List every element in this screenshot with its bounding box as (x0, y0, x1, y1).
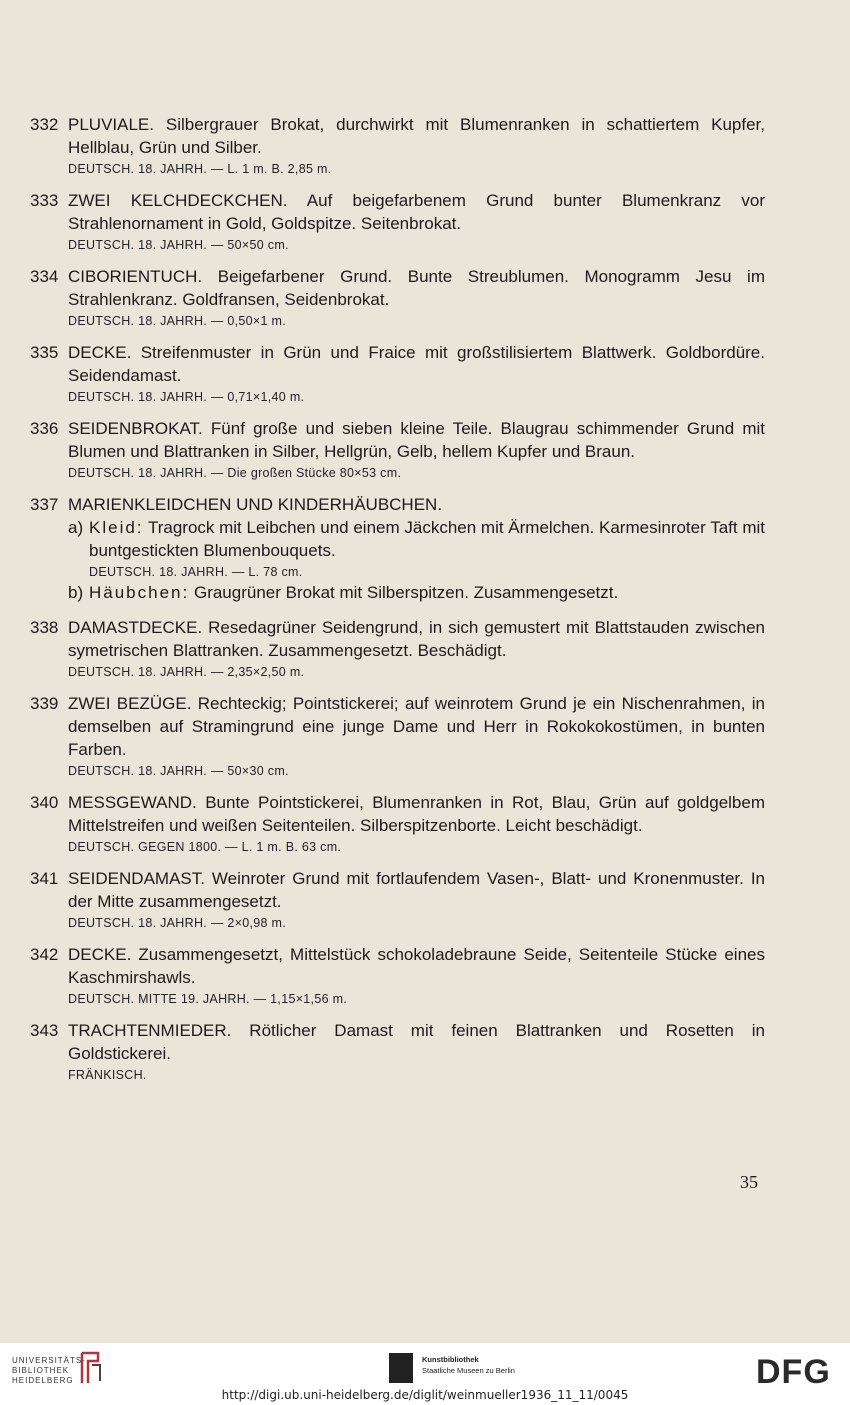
catalog-entry (30, 417, 765, 481)
entry-number: 343 (30, 1021, 59, 1040)
page-number: 35 (740, 1172, 758, 1192)
entry-title: MARIENKLEIDCHEN UND KINDERHÄUBCHEN. (68, 495, 443, 514)
entry-origin: DEUTSCH. GEGEN 1800. — L. 1 m. B. 63 cm. (68, 840, 342, 854)
sub-entry-text: Graugrüner Brokat mit Silberspitzen. Zusammengesetzt. (193, 583, 619, 602)
entry-number: 337 (30, 495, 59, 514)
entry-number: 339 (30, 694, 59, 713)
entry-origin: DEUTSCH. 18. JAHRH. — 2,35×2,50 m. (68, 665, 305, 679)
entry-number: 342 (30, 945, 59, 964)
entry-text: SEIDENBROKAT. Fünf große und sieben kleine Teile. Blaugrau schimmender Grund mit Blumen und Blattranken in Silber, Hellgrün, Gelb, hellem Kupfer und Braun. (68, 419, 765, 461)
entry-text: ZWEI BEZÜGE. Rechteckig; Pointstickerei; auf weinrotem Grund je ein Nischenrahmen, in demselben auf Stramingrund eine junge Dame und Herr in Rokokokostümen, in bunten Farben. (68, 694, 765, 759)
kunstbibliothek-label: Kunstbibliothek Staatliche Museen zu Berlin (422, 1355, 515, 1375)
entry-origin: DEUTSCH. 18. JAHRH. — 0,50×1 m. (68, 314, 287, 328)
sub-entry-label: a) (68, 518, 84, 537)
entry-number: 340 (30, 793, 59, 812)
entry-number: 333 (30, 191, 59, 210)
entry-number: 334 (30, 267, 59, 286)
catalog-entry (30, 341, 765, 405)
catalog-entry (30, 113, 765, 177)
catalog-entry (30, 692, 765, 779)
catalog-entry (30, 867, 765, 931)
entry-text: MESSGEWAND. Bunte Pointstickerei, Blumenranken in Rot, Blau, Grün auf goldgelbem Mittelstreifen und weißen Seitenteilen. Silberspitzenborte. Leicht beschädigt. (68, 793, 765, 835)
catalog-entry (30, 616, 765, 680)
kunstbibliothek-logo-icon[interactable] (389, 1353, 413, 1383)
catalog-entry (30, 189, 765, 253)
entry-text: DECKE. Streifenmuster in Grün und Fraice mit großstilisiertem Blattwerk. Goldbordüre. Seidendamast. (68, 343, 765, 385)
catalog-entries (30, 113, 765, 1083)
ub-lion-icon (78, 1351, 104, 1385)
sub-entry-b (68, 581, 765, 604)
catalog-entry (30, 265, 765, 329)
entry-text: CIBORIENTUCH. Beigefarbener Grund. Bunte Streublumen. Monogramm Jesu im Strahlenkranz. Goldfransen, Seidenbrokat. (68, 267, 765, 309)
catalog-entry (30, 791, 765, 855)
entry-number: 338 (30, 618, 59, 637)
entry-origin: DEUTSCH. 18. JAHRH. — L. 78 cm. (89, 565, 303, 579)
entry-text: DECKE. Zusammengesetzt, Mittelstück schokoladebraune Seide, Seitenteile Stücke eines Kaschmirshawls. (68, 945, 765, 987)
entry-origin: DEUTSCH. 18. JAHRH. — 50×50 cm. (68, 238, 289, 252)
entry-text: PLUVIALE. Silbergrauer Brokat, durchwirkt mit Blumenranken in schattiertem Kupfer, Hellblau, Grün und Silber. (68, 115, 765, 157)
permalink-url[interactable]: http://digi.ub.uni-heidelberg.de/diglit/weinmueller1936_11_11/0045 (221, 1388, 629, 1402)
dfg-logo[interactable]: DFG (756, 1353, 831, 1391)
entry-text: ZWEI KELCHDECKCHEN. Auf beigefarbenem Grund bunter Blumenkranz vor Strahlenornament in Gold, Goldspitze. Seitenbrokat. (68, 191, 765, 233)
entry-text: TRACHTENMIEDER. Rötlicher Damast mit feinen Blattranken und Rosetten in Goldstickerei. (68, 1021, 765, 1063)
entry-origin: DEUTSCH. 18. JAHRH. — 2×0,98 m. (68, 916, 287, 930)
entry-number: 335 (30, 343, 59, 362)
entry-origin: DEUTSCH. 18. JAHRH. — Die großen Stücke 80×53 cm. (68, 466, 402, 480)
sub-entry-text: Tragrock mit Leibchen und einem Jäckchen mit Ärmelchen. Karmesinroter Taft mit buntgestickten Blumenbouquets. (89, 518, 765, 560)
entry-origin: FRÄNKISCH. (68, 1068, 147, 1082)
entry-number: 336 (30, 419, 59, 438)
entry-origin: DEUTSCH. 18. JAHRH. — 50×30 cm. (68, 764, 289, 778)
ub-heidelberg-logo[interactable]: UNIVERSITÄTS- BIBLIOTHEK HEIDELBERG (12, 1356, 86, 1385)
catalog-entry (30, 1019, 765, 1083)
entry-text: DAMASTDECKE. Resedagrüner Seidengrund, in sich gemustert mit Blattstauden zwischen symetrischen Blattranken. Zusammengesetzt. Beschädigt. (68, 618, 765, 660)
entry-origin: DEUTSCH. MITTE 19. JAHRH. — 1,15×1,56 m. (68, 992, 348, 1006)
sub-entry-label: b) (68, 583, 84, 602)
sub-entry-term: Häubchen: (89, 583, 190, 602)
catalog-entry (30, 943, 765, 1007)
catalog-entry (30, 493, 765, 604)
sub-entry-term: Kleid: (89, 518, 144, 537)
sub-entry-a (68, 516, 765, 580)
footer-bar (0, 1343, 850, 1405)
entry-text: SEIDENDAMAST. Weinroter Grund mit fortlaufendem Vasen-, Blatt- und Kronenmuster. In der Mitte zusammengesetzt. (68, 869, 765, 911)
entry-number: 341 (30, 869, 59, 888)
entry-number: 332 (30, 115, 59, 134)
entry-origin: DEUTSCH. 18. JAHRH. — 0,71×1,40 m. (68, 390, 305, 404)
entry-origin: DEUTSCH. 18. JAHRH. — L. 1 m. B. 2,85 m. (68, 162, 332, 176)
